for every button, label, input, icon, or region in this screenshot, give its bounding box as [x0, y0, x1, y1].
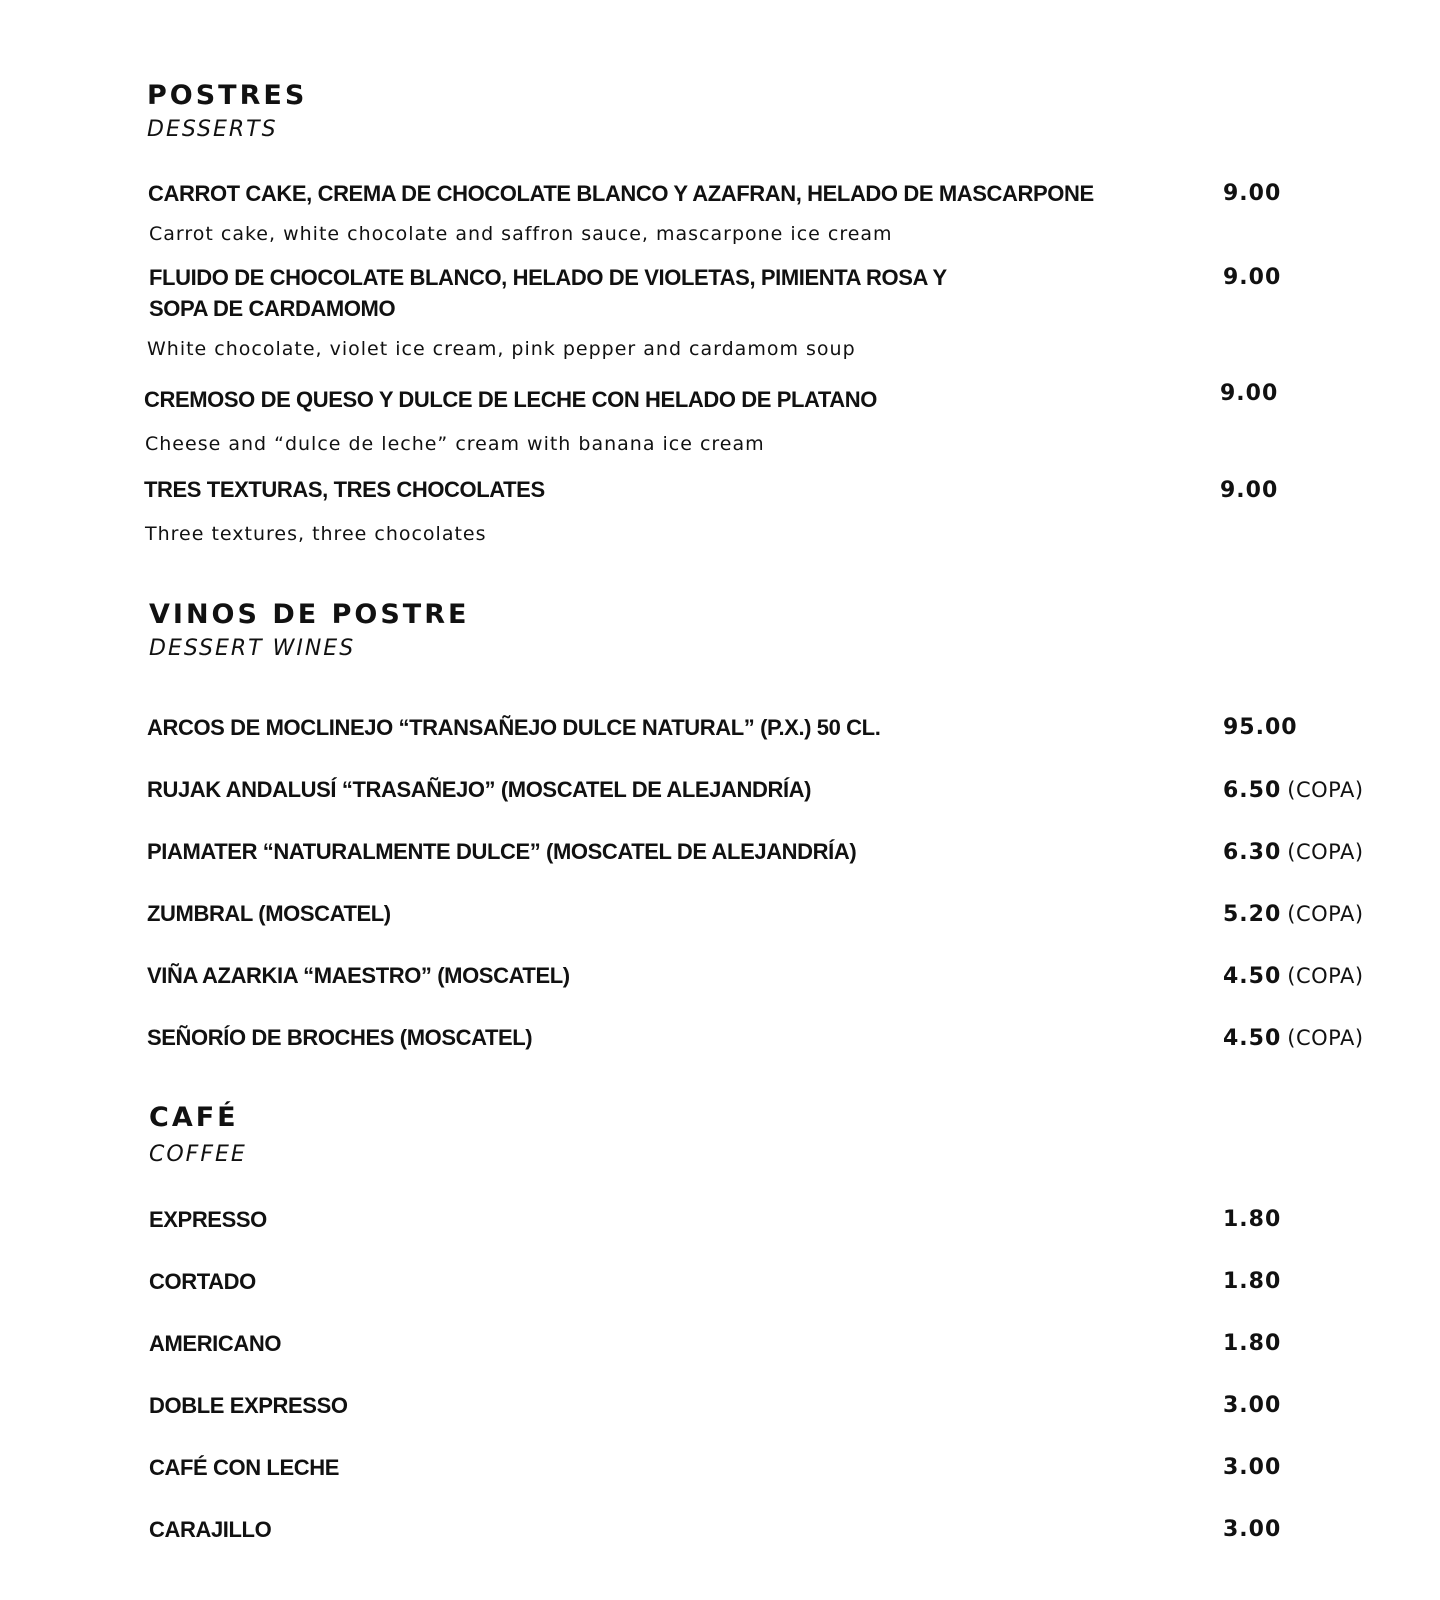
price-value: 5.20: [1223, 902, 1282, 927]
wine-name: ARCOS DE MOCLINEJO “TRANSAÑEJO DULCE NATURAL” (P.X.) 50 CL.: [147, 715, 881, 740]
wine-price: [1223, 1024, 1364, 1053]
coffee-name: CARAJILLO: [149, 1517, 272, 1542]
item-price: 9.00: [1223, 265, 1282, 290]
price-unit: (COPA): [1287, 902, 1364, 926]
item-name-line1: FLUIDO DE CHOCOLATE BLANCO, HELADO DE VIOLETAS, PIMIENTA ROSA Y: [149, 265, 947, 290]
price-unit: (COPA): [1287, 1026, 1364, 1050]
coffee-price: 1.80: [1223, 1269, 1282, 1294]
coffee-name: CAFÉ CON LECHE: [149, 1455, 339, 1480]
price-unit: (COPA): [1287, 840, 1364, 864]
coffee-price: 3.00: [1223, 1517, 1282, 1542]
coffee-subtitle: COFFEE: [149, 1142, 247, 1167]
price-value: 4.50: [1223, 964, 1282, 989]
item-name: CARROT CAKE, CREMA DE CHOCOLATE BLANCO Y AZAFRAN, HELADO DE MASCARPONE: [148, 181, 1094, 206]
price-value: 6.30: [1223, 840, 1282, 865]
item-description: Carrot cake, white chocolate and saffron sauce, mascarpone ice cream: [149, 223, 893, 245]
wine-name: RUJAK ANDALUSÍ “TRASAÑEJO” (MOSCATEL DE ALEJANDRÍA): [147, 777, 812, 802]
coffee-name: DOBLE EXPRESSO: [149, 1393, 348, 1418]
item-price: 9.00: [1223, 181, 1282, 206]
desserts-subtitle: DESSERTS: [147, 117, 278, 142]
wine-name: ZUMBRAL (MOSCATEL): [147, 901, 391, 926]
item-description: Three textures, three chocolates: [145, 523, 487, 545]
item-description: Cheese and “dulce de leche” cream with banana ice cream: [145, 433, 765, 455]
dessert-wines-subtitle: DESSERT WINES: [149, 636, 356, 661]
wine-price: [1223, 838, 1364, 867]
wine-price: [1223, 776, 1364, 805]
coffee-price: 3.00: [1223, 1455, 1282, 1480]
coffee-name: AMERICANO: [149, 1331, 282, 1356]
price-value: 6.50: [1223, 778, 1282, 803]
wine-name: SEÑORÍO DE BROCHES (MOSCATEL): [147, 1025, 533, 1050]
wine-price: [1223, 962, 1364, 991]
coffee-name: EXPRESSO: [149, 1207, 267, 1232]
item-name: TRES TEXTURAS, TRES CHOCOLATES: [144, 477, 545, 502]
coffee-title: CAFÉ: [149, 1102, 239, 1133]
coffee-price: 1.80: [1223, 1207, 1282, 1232]
item-description: White chocolate, violet ice cream, pink pepper and cardamom soup: [147, 338, 856, 360]
wine-name: VIÑA AZARKIA “MAESTRO” (MOSCATEL): [147, 963, 570, 988]
price-value: 95.00: [1223, 715, 1298, 740]
item-price: 9.00: [1220, 478, 1279, 503]
coffee-price: 3.00: [1223, 1393, 1282, 1418]
wine-price: [1223, 900, 1364, 929]
coffee-price: 1.80: [1223, 1331, 1282, 1356]
item-name-line2: SOPA DE CARDAMOMO: [149, 296, 396, 321]
wine-name: PIAMATER “NATURALMENTE DULCE” (MOSCATEL DE ALEJANDRÍA): [147, 839, 857, 864]
price-value: 4.50: [1223, 1026, 1282, 1051]
wine-price: [1223, 714, 1298, 742]
item-name: CREMOSO DE QUESO Y DULCE DE LECHE CON HELADO DE PLATANO: [144, 387, 877, 412]
desserts-title: POSTRES: [147, 80, 308, 111]
item-price: 9.00: [1220, 381, 1279, 406]
dessert-wines-title: VINOS DE POSTRE: [149, 599, 470, 630]
price-unit: (COPA): [1287, 778, 1364, 802]
price-unit: (COPA): [1287, 964, 1364, 988]
coffee-name: CORTADO: [149, 1269, 256, 1294]
